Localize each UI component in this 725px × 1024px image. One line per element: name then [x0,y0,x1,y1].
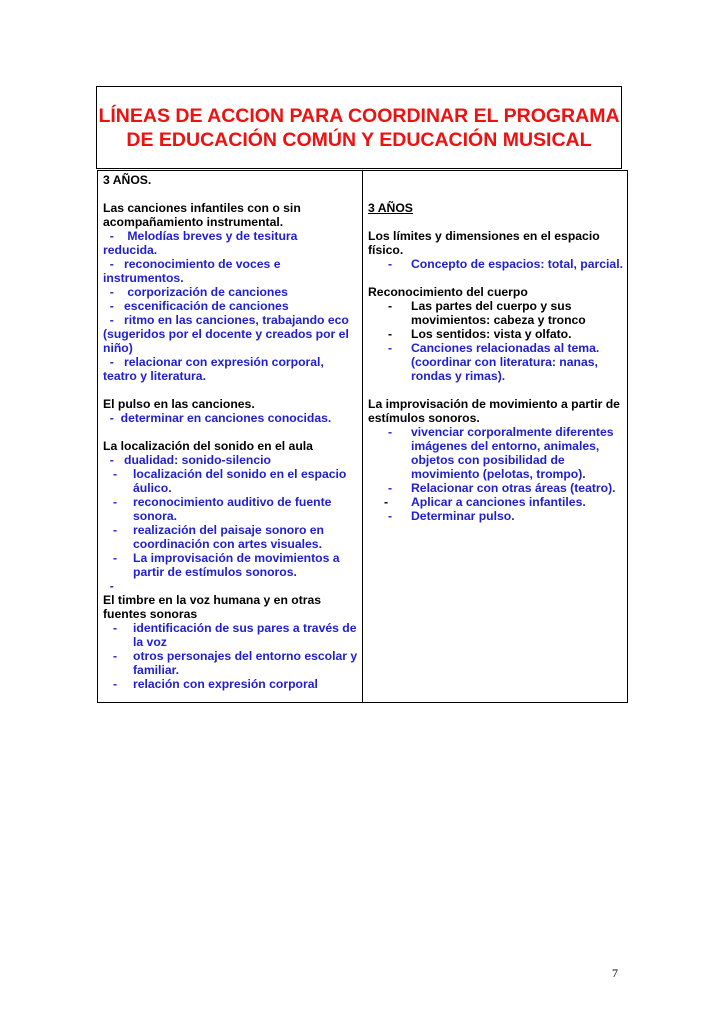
list-item: - Melodías breves y de tesitura [109,229,298,243]
list-item: - Las partes del cuerpo y sus movimientos: cabeza y tronco [388,299,586,327]
left-section-2-heading: El pulso en las canciones. [103,397,255,411]
list-item: - La improvisación de movimientos a partir de estímulos sonoros. [113,551,340,579]
list-item-continuation: teatro y literatura. [103,369,206,383]
empty-list-marker: - [109,579,114,593]
list-item: - dualidad: sonido-silencio [109,453,271,467]
list-item-continuation: instrumentos. [103,271,184,285]
list-item: - relacionar con expresión corporal, [109,355,324,369]
right-section-2-heading: Reconocimiento del cuerpo [368,285,528,299]
list-item-continuation: reducida. [103,243,158,257]
right-age-heading: 3 AÑOS [368,201,413,215]
left-section-4-heading: El timbre en la voz humana y en otras fuentes sonoras [103,593,322,621]
left-section-1-heading: Las canciones infantiles con o sin acompañamiento instrumental. [103,201,301,229]
page-title: LÍNEAS DE ACCION PARA COORDINAR EL PROGRAMA DE EDUCACIÓN COMÚN Y EDUCACIÓN MUSICAL [98,104,620,151]
list-item: - ritmo en las canciones, trabajando eco [109,313,349,327]
list-item: - Aplicar a canciones infantiles. [384,495,586,509]
right-column [368,173,624,523]
column-divider [362,171,363,702]
page-number: 7 [612,966,618,980]
list-item: - Relacionar con otras áreas (teatro). [388,481,616,495]
list-item: - corporización de canciones [109,285,288,299]
list-item: - identificación de sus pares a través de la voz [113,621,357,649]
list-item: - Concepto de espacios: total, parcial. [388,257,623,271]
list-item: - otros personajes del entorno escolar y familiar. [113,649,358,677]
list-item: - localización del sonido en el espacio áulico. [113,467,347,495]
list-item: - Determinar pulso. [388,509,515,523]
list-item: - determinar en canciones conocidas. [109,411,332,425]
left-column [103,173,359,691]
list-item: - Canciones relacionadas al tema. (coordinar con literatura: nanas, rondas y rimas). [388,341,600,383]
list-item: - realización del paisaje sonoro en coordinación con artes visuales. [113,523,325,551]
list-item: - reconocimiento de voces e [109,257,281,271]
list-item: - escenificación de canciones [109,299,289,313]
title-box [96,86,622,169]
list-item: - reconocimiento auditivo de fuente sonora. [113,495,332,523]
left-section-3-heading: La localización del sonido en el aula [103,439,313,453]
list-item: - relación con expresión corporal [113,677,318,691]
list-item-continuation: (sugeridos por el docente y creados por el niño) [103,327,349,355]
left-age-heading: 3 AÑOS. [103,173,152,187]
list-item: - Los sentidos: vista y olfato. [388,327,572,341]
list-item: - vivenciar corporalmente diferentes imágenes del entorno, animales, objetos con posibilidad de movimiento (pelotas, trompo). [388,425,614,481]
right-section-1-heading: Los límites y dimensiones en el espacio físico. [368,229,600,257]
right-section-3-heading: La improvisación de movimiento a partir de estímulos sonoros. [368,397,620,425]
content-table [97,170,628,703]
